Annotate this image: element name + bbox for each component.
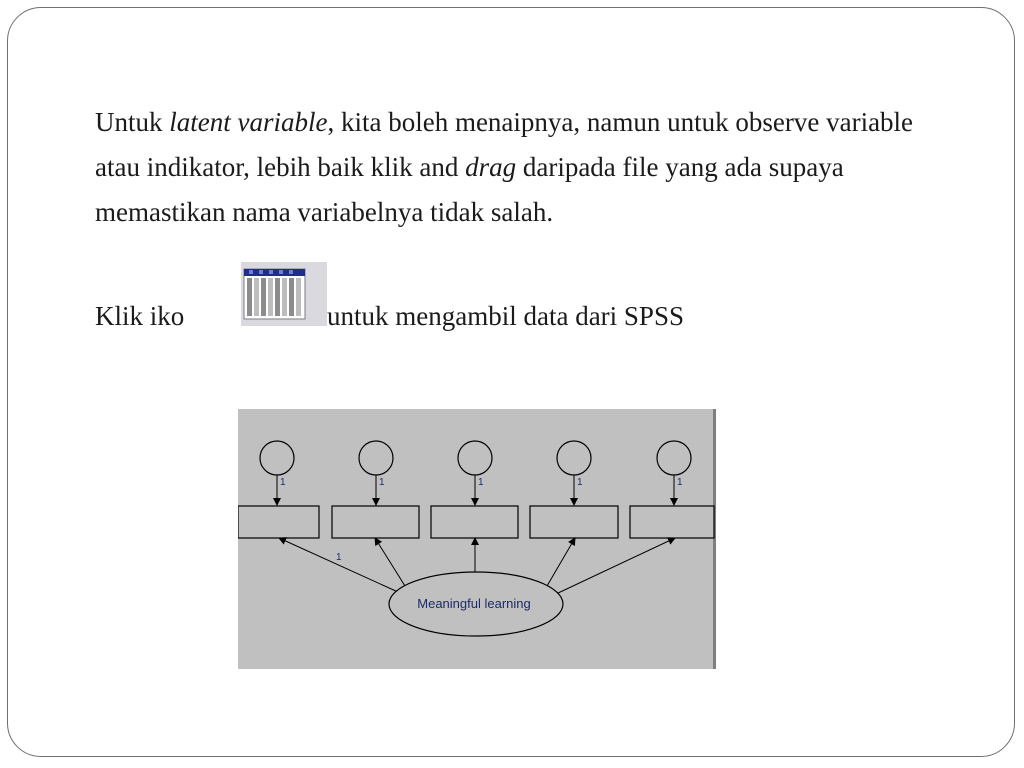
error-weight-label: 1 [280, 477, 286, 488]
instruction-paragraph [95, 100, 955, 235]
error-circle [557, 441, 591, 475]
path-diagram [238, 409, 718, 669]
icon-instruction-suffix: untuk mengambil data dari SPSS [327, 301, 684, 331]
observed-variable-box [238, 506, 319, 538]
error-circle [657, 441, 691, 475]
paragraph-italic-drag: drag [465, 152, 517, 182]
observed-variable-box [630, 506, 714, 538]
latent-variable-label: Meaningful learning [417, 596, 531, 611]
observed-variable-box [530, 506, 618, 538]
observed-variable-box [332, 506, 419, 538]
error-circle [260, 441, 294, 475]
error-circle [458, 441, 492, 475]
paragraph-text-3: daripada file yang ada supaya memastikan nama variabelnya tidak salah. [95, 152, 844, 227]
error-weight-label: 1 [577, 477, 583, 488]
error-weight-label: 1 [677, 477, 683, 488]
data-file-icon[interactable] [241, 262, 327, 326]
loading-weight-label: 1 [336, 552, 342, 563]
error-weight-label: 1 [379, 477, 385, 488]
icon-instruction-prefix: Klik iko [95, 301, 185, 331]
paragraph-text-1: Untuk [95, 107, 170, 137]
observed-variable-box [431, 506, 518, 538]
error-weight-label: 1 [478, 477, 484, 488]
paragraph-italic-latent: latent variable [169, 107, 328, 137]
error-circle [359, 441, 393, 475]
paragraph-text-2: , kita boleh menaipnya, namun untuk observe variable atau indikator, lebih baik klik and [95, 107, 914, 182]
